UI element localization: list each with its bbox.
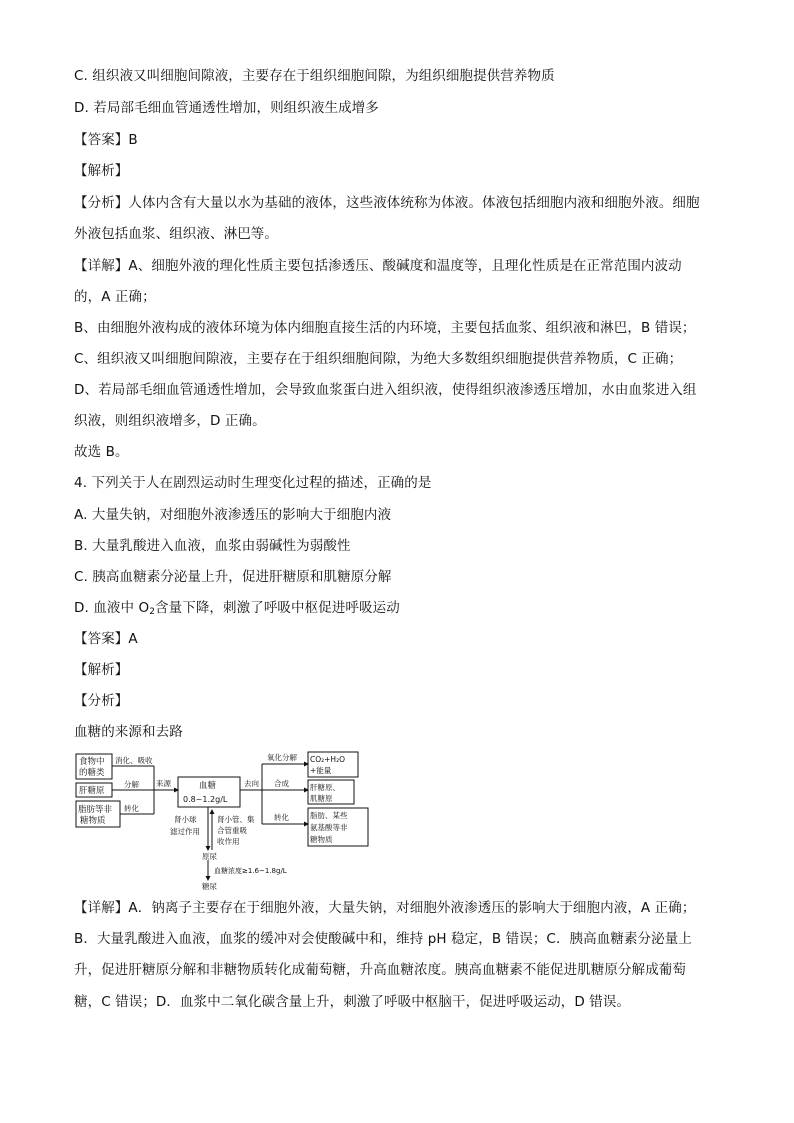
kidney-filter-line-2: 滤过作用 <box>170 827 200 836</box>
dest-fat-line-3: 糖物质 <box>310 835 333 844</box>
q4-option-d <box>74 598 400 622</box>
q4-option-d-sub: 2 <box>149 607 156 617</box>
q4-analysis-heading: 【解析】 <box>74 662 129 678</box>
label-digest: 消化、吸收 <box>115 756 153 765</box>
q4-stem: 4. 下列关于人在剧烈运动时生理变化过程的描述，正确的是 <box>74 475 432 491</box>
q3-answer: 【答案】B <box>74 132 138 148</box>
q3-analysis-heading: 【解析】 <box>74 163 129 179</box>
q3-detail-line-3: B、由细胞外液构成的液体环境为体内细胞直接生活的内环境，主要包括血浆、组织液和淋巴，B 错误； <box>74 320 696 336</box>
dest-glycogen-line-2: 肌糖原 <box>310 794 333 803</box>
q4-option-c: C. 胰高血糖素分泌量上升，促进肝糖原和肌糖原分解 <box>74 569 392 585</box>
threshold-label: 血糖浓度≥1.6~1.8g/L <box>214 867 287 875</box>
q4-detail-line-2: B．大量乳酸进入血液，血浆的缓冲对会使酸碱中和，维持 pH 稳定，B 错误；C．胰高血糖素分泌量上 <box>74 931 692 947</box>
kidney-filter-line-1: 肾小球 <box>174 815 197 824</box>
label-dest: 去向 <box>244 779 259 788</box>
q4-fenxi-heading: 【分析】 <box>74 693 129 709</box>
q3-option-d: D. 若局部毛细血管通透性增加，则组织液生成增多 <box>74 100 379 116</box>
label-convert-in: 转化 <box>124 804 139 813</box>
blood-glucose-title: 血糖 <box>199 781 217 791</box>
q4-answer: 【答案】A <box>74 631 138 647</box>
dest-co2-line-1: CO₂+H₂O <box>310 755 345 764</box>
kidney-reabs-line-1: 肾小管、集 <box>217 815 255 824</box>
q4-detail-line-4: 糖，C 错误；D．血浆中二氧化碳含量上升，刺激了呼吸中枢脑干，促进呼吸运动，D 错误。 <box>74 994 631 1010</box>
q4-option-b: B. 大量乳酸进入血液，血浆由弱碱性为弱酸性 <box>74 538 351 554</box>
glycosuria-label: 糖尿 <box>202 882 217 891</box>
q4-option-d-post: 含量下降，刺激了呼吸中枢促进呼吸运动 <box>155 600 400 616</box>
label-decompose: 分解 <box>124 780 139 789</box>
source-food-line-2: 的糖类 <box>79 768 105 778</box>
source-food-line-1: 食物中 <box>79 757 105 767</box>
label-oxidize: 氧化分解 <box>267 753 297 762</box>
dest-fat-line-2: 氨基酸等非 <box>310 823 348 832</box>
dest-glycogen-line-1: 肝糖原、 <box>310 783 340 792</box>
q4-option-a: A. 大量失钠，对细胞外液渗透压的影响大于细胞内液 <box>74 507 392 523</box>
q3-detail-line-5: D、若局部毛细血管通透性增加，会导致血浆蛋白进入组织液，使得组织液渗透压增加，水由血浆进入组 <box>74 382 697 398</box>
q4-detail-line-1: 【详解】A．钠离子主要存在于细胞外液，大量失钠，对细胞外液渗透压的影响大于细胞内液，A 正确； <box>74 900 696 916</box>
blood-glucose-diagram <box>74 750 374 892</box>
label-synth: 合成 <box>274 779 289 788</box>
q4-detail-line-3: 升，促进肝糖原分解和非糖物质转化成葡萄糖，升高血糖浓度。胰高血糖素不能促进肌糖原分解成葡萄 <box>74 962 686 978</box>
q3-detail-line-2: 的，A 正确； <box>74 289 156 305</box>
q3-fenxi-line-1: 【分析】人体内含有大量以水为基础的液体，这些液体统称为体液。体液包括细胞内液和细胞外液。细胞 <box>74 195 700 211</box>
label-source: 来源 <box>156 779 171 788</box>
q3-conclusion: 故选 B。 <box>74 444 129 460</box>
urine-label: 原尿 <box>202 852 217 861</box>
kidney-reabs-line-3: 收作用 <box>217 837 240 846</box>
blood-glucose-range: 0.8~1.2g/L <box>183 795 228 804</box>
label-convert-out: 转化 <box>274 813 289 822</box>
q3-detail-line-1: 【详解】A、细胞外液的理化性质主要包括渗透压、酸碱度和温度等，且理化性质是在正常范围内波动 <box>74 258 682 274</box>
q3-detail-line-4: C、组织液又叫细胞间隙液，主要存在于组织细胞间隙，为绝大多数组织细胞提供营养物质，C 正确； <box>74 351 683 367</box>
q4-option-d-pre: D. 血液中 O <box>74 600 150 616</box>
source-nonsugar-line-2: 糖物质 <box>80 816 106 826</box>
source-nonsugar-line-1: 脂肪等非 <box>78 805 113 815</box>
kidney-reabs-line-2: 合管重吸 <box>217 826 247 835</box>
q4-diagram-caption: 血糖的来源和去路 <box>74 724 183 740</box>
source-glycogen: 肝糖原 <box>79 786 105 796</box>
dest-fat-line-1: 脂肪、某些 <box>310 811 348 820</box>
q3-detail-line-6: 织液，则组织液增多，D 正确。 <box>74 413 266 429</box>
q3-fenxi-line-2: 外液包括血浆、组织液、淋巴等。 <box>74 226 278 242</box>
dest-co2-line-2: +能量 <box>310 766 332 775</box>
q3-option-c: C. 组织液又叫细胞间隙液，主要存在于组织细胞间隙，为组织细胞提供营养物质 <box>74 68 555 84</box>
